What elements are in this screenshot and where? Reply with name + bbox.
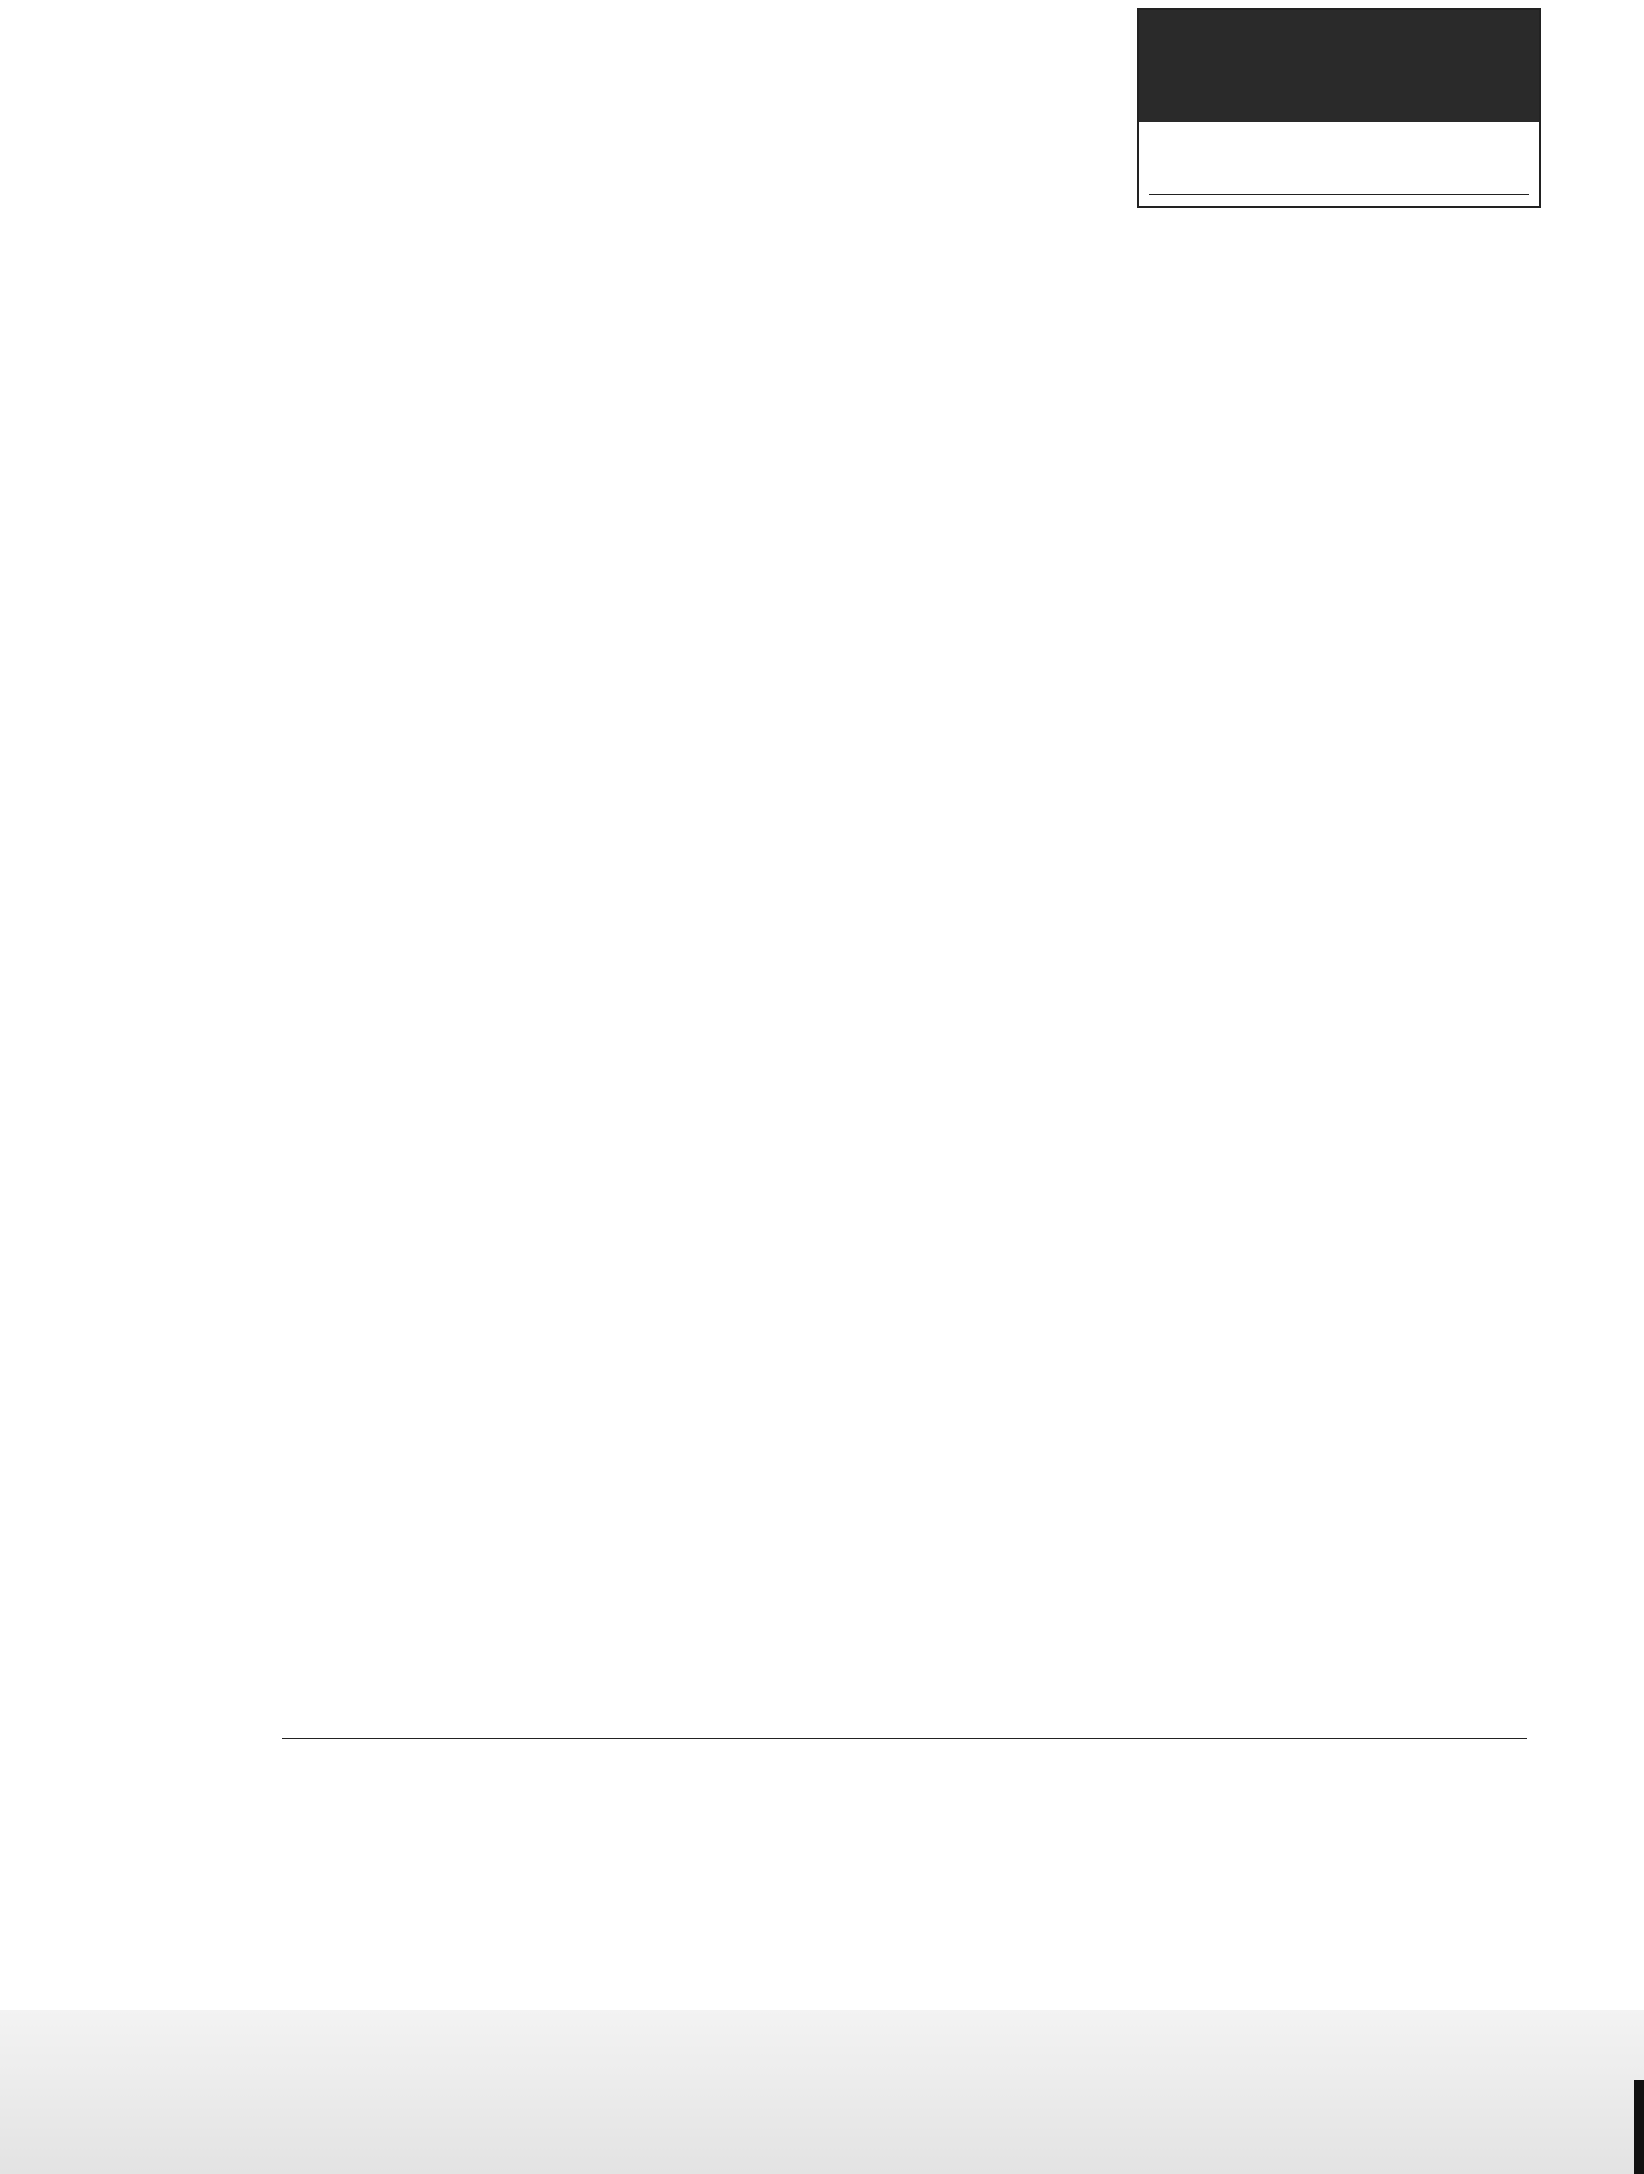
form-banner — [1139, 10, 1539, 82]
commission-banner — [1139, 82, 1539, 122]
name-underline — [1149, 194, 1529, 195]
scan-shadow — [0, 2010, 1644, 2174]
comments-field[interactable] — [282, 1738, 1527, 1739]
form-id-box — [1137, 8, 1541, 208]
property-column-right — [860, 240, 1560, 1670]
property-column-left — [140, 240, 840, 1670]
scan-edge — [1634, 2080, 1644, 2174]
